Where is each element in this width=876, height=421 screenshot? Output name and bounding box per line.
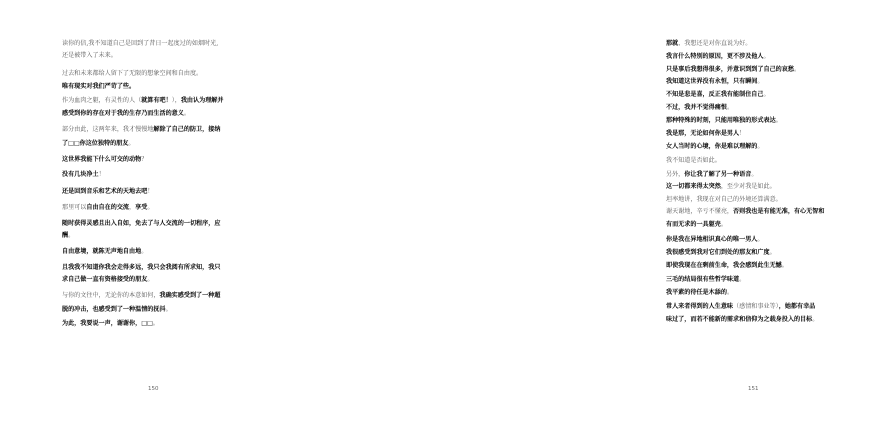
text-run: 。 xyxy=(147,204,154,211)
bold-text-run: 自由自在的交流 xyxy=(86,204,130,211)
bold-text-run: 你让我了解了另一种语音 xyxy=(684,171,752,178)
text-line xyxy=(62,69,202,78)
bold-text-run: 我由认为理解并 xyxy=(180,97,224,104)
bold-text-run: 酬 xyxy=(62,232,69,239)
text-line xyxy=(666,302,815,311)
text-line xyxy=(62,203,153,212)
text-line xyxy=(666,77,764,86)
text-run: ？ xyxy=(141,156,148,163)
right-page xyxy=(300,0,825,421)
text-line xyxy=(666,195,782,204)
text-line xyxy=(62,187,153,196)
text-line xyxy=(666,315,818,324)
bold-text-run: 即使我现在在剩前生命，我会感到此生无憾 xyxy=(666,262,782,269)
text-line xyxy=(666,207,824,216)
bold-text-run: 不知是悲是喜，反正我有能制住自己 xyxy=(666,91,764,98)
text-line xyxy=(666,275,745,284)
text-run: 。 xyxy=(141,248,148,255)
bold-text-run: 自由意境，就陈无声地自由地 xyxy=(62,248,142,255)
text-line xyxy=(62,39,218,48)
text-run: 。 xyxy=(751,171,758,178)
text-run: 。 xyxy=(147,276,154,283)
text-line xyxy=(666,103,733,112)
bold-text-run: 我是那，无论如何你是男人 xyxy=(666,130,740,137)
text-run: 。 xyxy=(769,249,776,256)
text-run: 。 xyxy=(739,276,746,283)
text-line xyxy=(666,39,751,48)
text-run: 另外， xyxy=(666,171,685,178)
text-line xyxy=(62,155,147,164)
bold-text-run: 这一切都来得太突然 xyxy=(666,183,721,190)
text-run: 。 xyxy=(757,143,764,150)
text-line xyxy=(62,139,134,148)
bold-text-run: 享受 xyxy=(135,204,148,211)
text-run: 。 xyxy=(128,140,135,147)
bold-text-run: 还是回到音乐和艺术的天地去吧 xyxy=(62,188,148,195)
text-run: ！ xyxy=(147,188,154,195)
bold-text-run: 我平素的待任是木舔的 xyxy=(666,289,727,296)
text-line xyxy=(62,263,220,272)
text-run: ）， xyxy=(171,97,181,104)
text-line xyxy=(666,156,721,165)
bold-text-run: 且我我不知道你我会走得多远，我只会我阅有所求知，我只 xyxy=(62,264,221,271)
bold-text-run: 求自己做一直有资格接受的朋友 xyxy=(62,276,148,283)
text-line xyxy=(666,90,770,99)
bold-text-run: 随时获得灵感且出入自如，免去了与人交流的一切程序，应 xyxy=(62,220,221,227)
text-run: 谢天谢地，辛亏不懂亮， xyxy=(666,208,734,215)
text-line xyxy=(62,51,117,60)
bold-text-run: 我确实感受到了一种超 xyxy=(159,292,221,299)
text-run: 。 xyxy=(757,236,764,243)
text-run: 。 xyxy=(763,91,770,98)
text-line xyxy=(62,305,172,314)
text-run: 读你的信,我不知道自己是回到了昔日一起度过的如烟时光, xyxy=(62,40,219,47)
bold-text-run: 没有几块净土 xyxy=(62,171,99,178)
text-run: 。 xyxy=(68,232,75,239)
bold-text-run: 脱的冲击，也感受到了一种温情的抚抖 xyxy=(62,306,166,313)
text-run: 、我想还是对你直说为好。 xyxy=(678,40,752,47)
text-line xyxy=(666,52,770,61)
text-run: ， xyxy=(129,204,136,211)
bold-text-run: 常人来者得到的人生意味 xyxy=(666,303,734,310)
bold-text-run: 三毛的结局很有些哲学味道 xyxy=(666,276,740,283)
bold-text-run: 我很感受到我对它们到处的那友和广度 xyxy=(666,249,770,256)
bold-text-run: 解除了自己的防卫，接纳 xyxy=(153,126,221,133)
right-page-number: 151 xyxy=(748,386,759,392)
bold-text-run: 这世界我能下什么可交的动物 xyxy=(62,156,142,163)
text-run: 部分由此，这两年来，我才慢慢地 xyxy=(62,126,154,133)
text-line xyxy=(62,125,220,134)
text-run: 作为血肉之躯，有灵性的人（ xyxy=(62,97,142,104)
bold-text-run: 只是事后我想得很多，并意识到到了自己的哀愁 xyxy=(666,66,794,73)
bold-text-run: 不过，我并不觉得痛恨 xyxy=(666,104,727,111)
text-run: 。 xyxy=(763,53,770,60)
text-run: 坦率地讲，我现在对自己的外境还算满意。 xyxy=(666,196,782,203)
text-line xyxy=(666,170,757,179)
text-line xyxy=(62,82,135,91)
text-line xyxy=(666,116,782,125)
bold-text-run: ，她都有幸品 xyxy=(778,303,816,310)
text-line xyxy=(666,248,776,257)
text-run: 。 xyxy=(720,221,727,228)
text-run: 过去和未来都给人留下了无限的想象空间和自由度。 xyxy=(62,70,203,77)
text-run: 那里可以 xyxy=(62,204,87,211)
left-page xyxy=(0,0,300,421)
text-line xyxy=(666,182,776,191)
bold-text-run: 为此，我要说一声，谢谢你，□□ xyxy=(62,320,153,327)
text-line xyxy=(62,109,190,118)
bold-text-run: 味过了，而若不能新的需求和信仰为之载身投入的目标 xyxy=(666,316,813,323)
text-run: 。 xyxy=(812,316,819,323)
text-line xyxy=(62,319,159,328)
text-line xyxy=(666,288,733,297)
bold-text-run: 女人当时的心境，你是难以理解的 xyxy=(666,143,758,150)
text-line xyxy=(666,261,788,270)
text-line xyxy=(666,142,764,151)
left-page-number: 150 xyxy=(148,386,159,392)
text-line xyxy=(666,235,764,244)
bold-text-run: 就算有吧！ xyxy=(141,97,172,104)
text-run: 。 xyxy=(152,320,159,327)
text-run: 。 xyxy=(165,306,172,313)
text-run: 。 xyxy=(775,117,782,124)
text-line xyxy=(62,170,105,179)
bold-text-run: 否则我也是有能无准，有心无智和 xyxy=(733,208,825,215)
text-line xyxy=(62,96,223,105)
text-line xyxy=(666,65,800,74)
text-run: 与你的文往中，无论你的本意如何， xyxy=(62,292,160,299)
bold-text-run: 了□□你这位独特的朋友 xyxy=(62,140,129,147)
text-line xyxy=(62,247,147,256)
bold-text-run: 那种特殊的时刻，只能用唯独的形式表达 xyxy=(666,117,776,124)
text-run: ，至少对我是如此。 xyxy=(720,183,776,190)
text-run: 。 xyxy=(183,110,190,117)
bold-text-run: 我知道这世界没有永恒，只有瞬间 xyxy=(666,78,758,85)
text-run: 。 xyxy=(757,78,764,85)
text-run: 。 xyxy=(781,262,788,269)
text-run: （感情和事业等） xyxy=(733,303,779,310)
bold-text-run: 你是我在异地相识真心的唯一男人 xyxy=(666,236,758,243)
text-line xyxy=(62,291,220,300)
text-run: 我不知道是否如此。 xyxy=(666,157,721,164)
text-line xyxy=(62,231,74,240)
bold-text-run: 我言什么特别的原因，更不涉及他人 xyxy=(666,53,764,60)
text-run: 。 xyxy=(726,104,734,111)
text-line xyxy=(62,219,220,228)
bold-text-run: 有而无求的一具躯壳 xyxy=(666,221,721,228)
text-run: ！ xyxy=(98,171,105,178)
text-run: 。 xyxy=(726,289,734,296)
bold-text-run: 唯有现实对我们严苛了些。 xyxy=(62,83,136,90)
text-run: 。 xyxy=(793,66,801,73)
text-run: ！ xyxy=(739,130,746,137)
text-line xyxy=(62,275,153,284)
text-run: 还是被带入了未来。 xyxy=(62,52,117,59)
text-line xyxy=(666,129,745,138)
bold-text-run: 感受到你的存在对于我的生存乃而生活的意义 xyxy=(62,110,184,117)
bold-text-run: 那就 xyxy=(666,40,679,47)
text-line xyxy=(666,220,727,229)
